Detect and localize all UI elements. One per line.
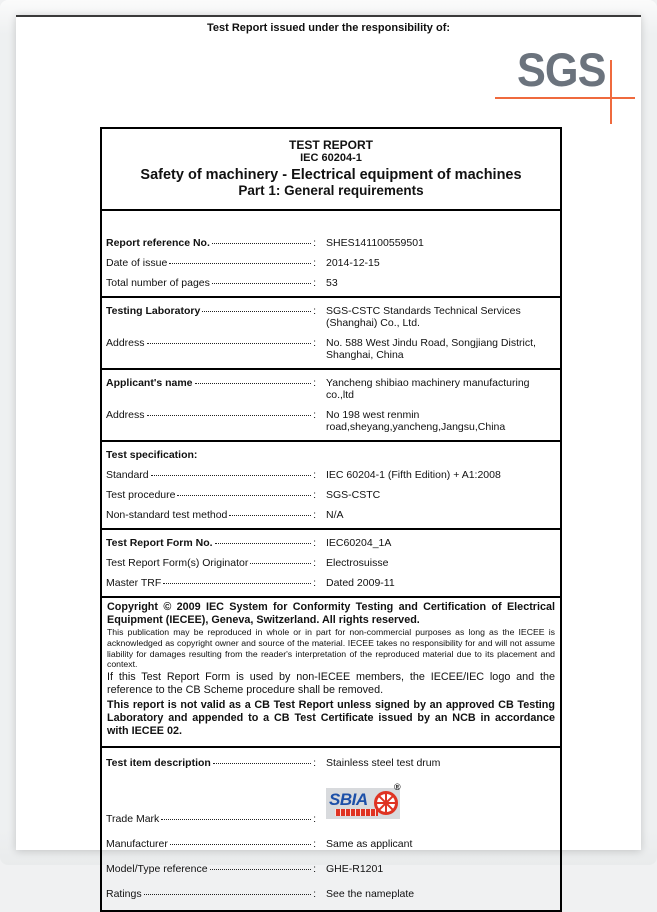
field-row xyxy=(106,233,556,253)
dotted-leader xyxy=(177,495,311,496)
dotted-leader xyxy=(170,844,311,845)
field-colon: : xyxy=(313,757,316,770)
trademark-logo xyxy=(326,784,414,822)
field-row xyxy=(106,533,556,553)
field-label-wrap xyxy=(106,377,316,389)
field-label: Trade Mark xyxy=(106,813,160,826)
sgs-logo-horizontal-line xyxy=(495,97,635,99)
field-value: See the nameplate xyxy=(326,888,415,901)
field-label: Date of issue xyxy=(106,257,168,269)
dotted-leader xyxy=(212,243,311,244)
section-reference xyxy=(102,209,560,296)
report-title-line: TEST REPORT xyxy=(288,138,373,152)
field-colon: : xyxy=(313,409,316,421)
field-label: Report reference No. xyxy=(106,237,210,249)
field-colon: : xyxy=(313,489,316,501)
registered-mark: ® xyxy=(394,782,401,793)
copyright-paragraph: This publication may be reproduced in whole or in part for non-commercial purposes as long as the IECEE is acknowledged as copyright owner and source of the material. IECEE takes no responsibility for and will not assume liability for damages resulting from the reader's interpretation of the reproduced material due to its placement and context. xyxy=(107,627,555,670)
field-label: Test Report Form(s) Originator xyxy=(106,557,249,569)
section-test-item xyxy=(102,746,560,910)
dotted-leader xyxy=(144,894,311,895)
field-row xyxy=(106,273,556,293)
field-row xyxy=(106,882,556,907)
field-value: N/A xyxy=(326,509,344,521)
field-label: Testing Laboratory xyxy=(106,305,201,317)
field-colon: : xyxy=(313,305,316,317)
section-heading-row xyxy=(106,445,556,465)
report-part-line: Part 1: General requirements xyxy=(238,183,424,198)
field-label-wrap xyxy=(106,469,316,481)
sgs-logo-text: SGS xyxy=(517,43,606,96)
field-label-wrap xyxy=(106,838,316,850)
section-test-specification xyxy=(102,440,560,528)
dotted-leader xyxy=(202,311,311,312)
trademark-logo-box xyxy=(326,788,400,819)
dotted-leader xyxy=(161,819,311,820)
field-label-wrap xyxy=(106,813,316,825)
report-page xyxy=(16,15,641,901)
field-colon: : xyxy=(313,888,316,901)
field-label-wrap xyxy=(106,489,316,501)
copyright-paragraph: Copyright © 2009 IEC System for Conformity Testing and Certification of Electrical Equipment (IECEE), Geneva, Switzerland. All rights reserved. xyxy=(107,601,555,627)
sgs-logo-vertical-line xyxy=(610,60,612,124)
trademark-value xyxy=(316,782,556,825)
field-row xyxy=(106,405,556,437)
copyright-paragraph: This report is not valid as a CB Test Report unless signed by an approved CB Testing Laboratory and appended to a CB Test Certificate issued by an NCB in accordance with IECEE 02. xyxy=(107,699,555,738)
field-label-wrap xyxy=(106,537,316,549)
field-colon: : xyxy=(313,277,316,289)
field-value: Same as applicant xyxy=(326,838,413,851)
dotted-leader xyxy=(213,763,311,764)
field-label-wrap xyxy=(106,257,316,269)
field-value: SGS-CSTC Standards Technical Services (Shanghai) Co., Ltd. xyxy=(326,305,521,329)
section-laboratory xyxy=(102,296,560,368)
dotted-leader xyxy=(147,415,312,416)
field-label: Model/Type reference xyxy=(106,863,208,876)
field-label: Test Report Form No. xyxy=(106,537,213,549)
trademark-logo-text: SBIA xyxy=(329,790,368,810)
section-copyright xyxy=(102,596,560,746)
field-value: GHE-R1201 xyxy=(326,863,384,876)
dotted-leader xyxy=(147,343,312,344)
field-row xyxy=(106,832,556,857)
field-label-wrap xyxy=(106,509,316,521)
field-row xyxy=(106,373,556,405)
field-label-wrap xyxy=(106,409,316,421)
field-row xyxy=(106,573,556,593)
field-row xyxy=(106,465,556,485)
field-label-wrap xyxy=(106,863,316,875)
dotted-leader xyxy=(250,563,311,564)
field-row xyxy=(106,333,556,365)
field-colon: : xyxy=(313,813,316,826)
dotted-leader xyxy=(229,515,311,516)
dotted-leader xyxy=(210,869,312,870)
field-label: Standard xyxy=(106,469,149,481)
field-value: SGS-CSTC xyxy=(326,489,381,501)
field-value: SHES141100559501 xyxy=(326,237,424,249)
wheel-icon xyxy=(373,790,399,816)
field-label-wrap xyxy=(106,277,316,289)
sgs-logo xyxy=(495,43,637,135)
field-label-wrap xyxy=(106,305,316,317)
field-label-wrap xyxy=(106,577,316,589)
field-colon: : xyxy=(313,469,316,481)
trademark-logo-band xyxy=(335,809,378,816)
field-label-wrap xyxy=(106,557,316,569)
field-value: Dated 2009-11 xyxy=(326,577,395,589)
field-value: IEC 60204-1 (Fifth Edition) + A1:2008 xyxy=(326,469,501,481)
field-label: Address xyxy=(106,409,145,421)
field-colon: : xyxy=(313,257,316,269)
field-label: Manufacturer xyxy=(106,838,168,851)
field-colon: : xyxy=(313,509,316,521)
field-row xyxy=(106,751,556,776)
field-colon: : xyxy=(313,838,316,851)
field-colon: : xyxy=(313,863,316,876)
field-label: Applicant's name xyxy=(106,377,193,389)
field-value: Yancheng shibiao machinery manufacturing co.,ltd xyxy=(326,377,530,401)
field-label-wrap xyxy=(106,237,316,249)
field-colon: : xyxy=(313,577,316,589)
field-label-wrap xyxy=(106,888,316,900)
field-value: Stainless steel test drum xyxy=(326,757,441,770)
copyright-paragraph: If this Test Report Form is used by non-IECEE members, the IECEE/IEC logo and the reference to the CB Scheme procedure shall be removed. xyxy=(107,670,555,696)
field-label: Test procedure xyxy=(106,489,176,501)
field-row xyxy=(106,857,556,882)
field-colon: : xyxy=(313,237,316,249)
field-label: Test specification: xyxy=(106,449,198,461)
responsibility-note: Test Report issued under the responsibility of: xyxy=(206,22,451,34)
field-label: Address xyxy=(106,337,145,349)
section-report-form xyxy=(102,528,560,596)
dotted-leader xyxy=(195,383,312,384)
report-table xyxy=(100,127,562,912)
field-value: No 198 west renmin road,sheyang,yancheng,Jangsu,China xyxy=(326,409,506,433)
dotted-leader xyxy=(215,543,312,544)
dotted-leader xyxy=(151,475,311,476)
field-value: No. 588 West Jindu Road, Songjiang District, Shanghai, China xyxy=(326,337,536,361)
field-label: Ratings xyxy=(106,888,142,901)
field-colon: : xyxy=(313,537,316,549)
field-label: Master TRF xyxy=(106,577,162,589)
report-standard-line: IEC 60204-1 xyxy=(300,152,362,164)
report-title-section xyxy=(102,129,560,209)
field-row xyxy=(106,776,556,832)
field-label-wrap xyxy=(106,337,316,349)
field-value: Electrosuisse xyxy=(326,557,389,569)
field-colon: : xyxy=(313,337,316,349)
field-row xyxy=(106,505,556,525)
field-value: 2014-12-15 xyxy=(326,257,380,269)
field-row xyxy=(106,253,556,273)
field-value: IEC60204_1A xyxy=(326,537,392,549)
report-subject-line: Safety of machinery - Electrical equipment of machines xyxy=(140,167,522,183)
field-label: Test item description xyxy=(106,757,211,770)
field-row xyxy=(106,301,556,333)
dotted-leader xyxy=(212,283,311,284)
field-value: 53 xyxy=(326,277,338,289)
field-colon: : xyxy=(313,377,316,389)
field-label: Non-standard test method xyxy=(106,509,228,521)
field-label-wrap xyxy=(106,757,316,769)
section-applicant xyxy=(102,368,560,440)
dotted-leader xyxy=(169,263,311,264)
dotted-leader xyxy=(163,583,311,584)
field-colon: : xyxy=(313,557,316,569)
field-row xyxy=(106,553,556,573)
field-row xyxy=(106,485,556,505)
field-label: Total number of pages xyxy=(106,277,210,289)
